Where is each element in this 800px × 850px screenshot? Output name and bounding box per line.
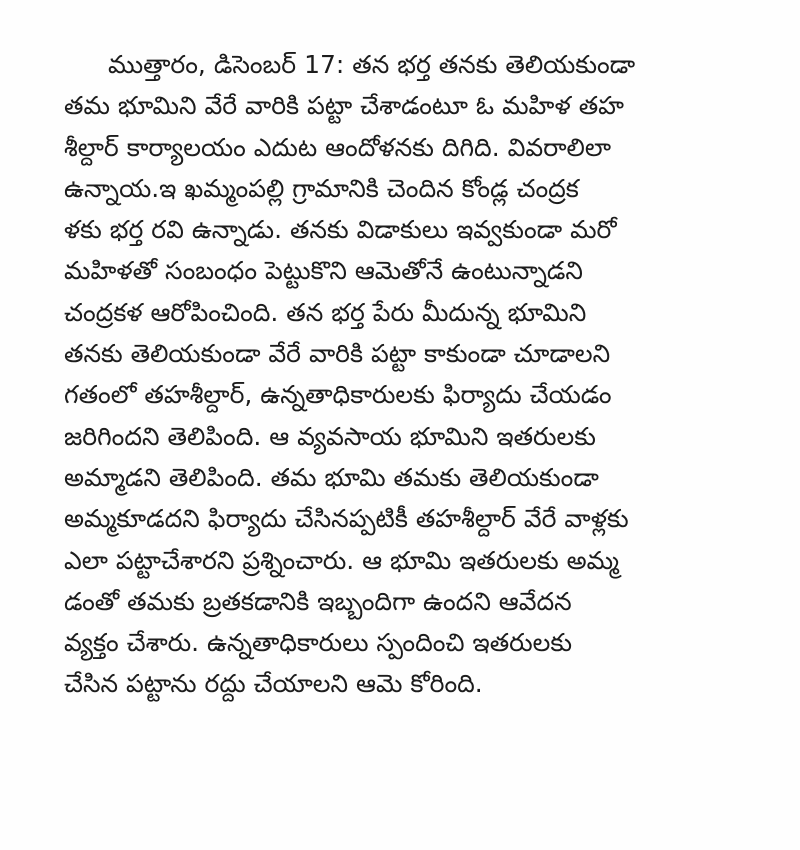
article-line: ఎలా పట్టాచేశారని ప్రశ్నించారు. ఆ భూమి ఇతరులకు అమ్మ	[64, 545, 619, 575]
article-line: తమ భూమిని వేరే వారికి పట్టా చేశాడంటూ ఓ మహిళ తహ	[64, 91, 625, 121]
article-line: గతంలో తహశీల్దార్, ఉన్నతాధికారులకు ఫిర్యాదు చేయడం	[64, 380, 612, 410]
article-line: ముత్తారం, డిసెంబర్ 17: తన భర్త తనకు తెలియకుండా	[108, 50, 636, 79]
article-body	[64, 44, 784, 705]
article-line: ళకు భర్త రవి ఉన్నాడు. తనకు విడాకులు ఇవ్వకుండా మరో	[64, 215, 617, 245]
article-line: ఉన్నాయ.ఇ ఖమ్మంపల్లి గ్రామానికి చెందిన కోండ్ల చంద్రక	[64, 173, 579, 203]
article-line: శీల్దార్ కార్యాలయం ఎదుట ఆందోళనకు దిగిది. వివరాలిలా	[64, 132, 612, 162]
article-line: జరిగిందని తెలిపింది. ఆ వ్యవసాయ భూమిని ఇతరులకు	[64, 421, 596, 451]
article-line: డంతో తమకు బ్రతకడానికి ఇబ్బందిగా ఉందని ఆవేదన	[64, 586, 572, 616]
article-line: అమ్మకూడదని ఫిర్యాదు చేసినప్పటికీ తహశీల్దార్ వేరే వాళ్లకు	[64, 504, 629, 534]
article-line: చేసిన పట్టాను రద్దు చేయాలని ఆమె కోరింది.	[64, 669, 483, 699]
article-line: అమ్మాడని తెలిపింది. తమ భూమి తమకు తెలియకుండా	[64, 462, 599, 492]
article-line: చంద్రకళ ఆరోపించింది. తన భర్త పేరు మీదున్న భూమిని	[64, 297, 587, 327]
article-line: తనకు తెలియకుండా వేరే వారికి పట్టా కాకుండా చూడాలని	[64, 339, 611, 369]
article-line: మహిళతో సంబంధం పెట్టుకొని ఆమెతోనే ఉంటున్నాడని	[64, 256, 583, 286]
article-line: వ్యక్తం చేశారు. ఉన్నతాధికారులు స్పందించి ఇతరులకు	[64, 628, 573, 658]
